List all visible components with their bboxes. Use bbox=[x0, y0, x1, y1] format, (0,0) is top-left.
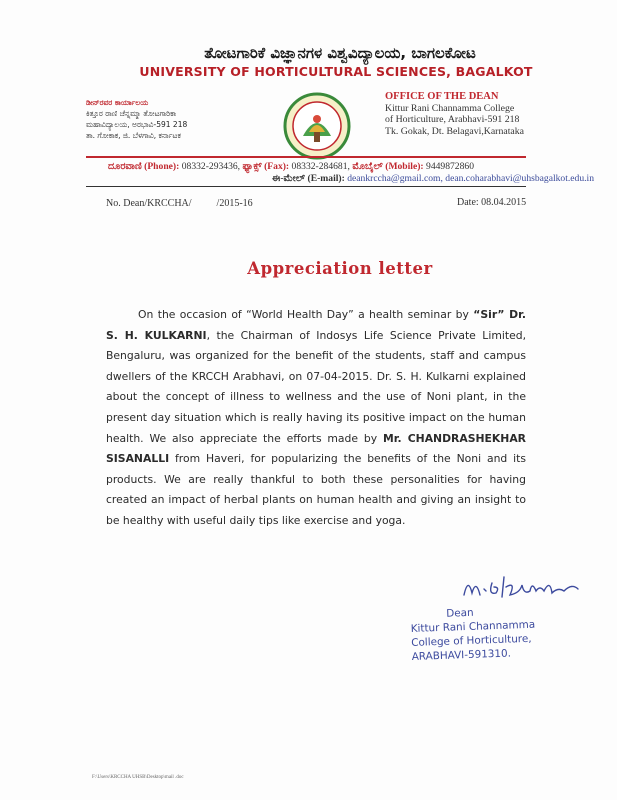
header-divider-black bbox=[86, 186, 526, 187]
reference-number: No. Dean/KRCCHA/ /2015-16 bbox=[106, 198, 253, 209]
university-name-english: UNIVERSITY OF HORTICULTURAL SCIENCES, BAGALKOT bbox=[139, 64, 533, 79]
stamp-college-line-2: College of Horticulture, bbox=[411, 632, 532, 649]
email-value: deankrccha@gmail.com, dean.coharabhavi@uhsbagalkot.edu.in bbox=[347, 173, 594, 184]
body-text-2: , the Chairman of Indosys Life Science Private Limited, Bengaluru, was organized for the benefit of the students, staff and campus dwellers of the KRCCH Arabhavi, on 07-04-2015. Dr. S. H. Kulkarni explained about the concept of illness to wellness and the use of Noni plant, in the present day situation which is really having its positive impact on the human health. We also appreciate the efforts made by bbox=[106, 328, 526, 445]
header-divider-red bbox=[86, 156, 526, 158]
office-address-kannada bbox=[86, 97, 187, 141]
college-english-line-3: Tk. Gokak, Dt. Belagavi,Karnataka bbox=[385, 125, 525, 137]
email-label: ಈ-ಮೇಲ್ (E-mail): bbox=[272, 173, 345, 184]
second-honoree-name: Mr. CHANDRASHEKHAR SISANALLI bbox=[106, 431, 526, 466]
phone-value: 08332-293436, bbox=[181, 161, 241, 172]
fax-value: 08332-284681, bbox=[291, 161, 350, 172]
fax-label: ಫ್ಯಾಕ್ಸ್ (Fax): bbox=[242, 161, 290, 172]
contact-email-line bbox=[272, 173, 594, 184]
dean-title: Dean bbox=[446, 606, 474, 620]
office-title-kannada: ಡೀನ್‌ರವರ ಕಾರ್ಯಾಲಯ bbox=[86, 98, 149, 107]
body-text-3: from Haveri, for popularizing the benefits of the Noni and its products. We are really thankful to both these personalities for having created an impact of herbal plants on human health and giving an insight to be healthy with useful daily tips like exercise and yoga. bbox=[106, 452, 526, 527]
college-english-line-2: of Horticulture, Arabhavi-591 218 bbox=[385, 114, 520, 125]
signature-icon bbox=[460, 567, 590, 607]
college-kannada-line-2: ಮಹಾವಿದ್ಯಾಲಯ, ಅರಭಾವಿ-591 218 bbox=[86, 120, 188, 129]
dean-stamp bbox=[410, 604, 536, 664]
university-emblem-icon bbox=[283, 92, 351, 160]
letter-title: Appreciation letter bbox=[247, 259, 433, 278]
office-title-english: OFFICE OF THE DEAN bbox=[385, 91, 499, 102]
letter-date: Date: 08.04.2015 bbox=[457, 197, 527, 208]
college-kannada-line-3: ತಾ. ಗೋಕಾಕ, ಜಿ. ಬೆಳಗಾವಿ, ಕರ್ನಾಟಕ bbox=[86, 131, 181, 140]
university-name-kannada: ತೋಟಗಾರಿಕೆ ವಿಜ್ಞಾನಗಳ ವಿಶ್ವವಿದ್ಯಾಲಯ, ಬಾಗಲಕೋಟ bbox=[204, 44, 476, 62]
body-text-1: On the occasion of “World Health Day” a health seminar by bbox=[138, 308, 474, 321]
mobile-label: ಮೊಬೈಲ್ (Mobile): bbox=[352, 161, 424, 172]
contact-phone-line bbox=[108, 161, 474, 172]
college-kannada-line-1: ಕಿತ್ತೂರ ರಾಣಿ ಚೆನ್ನಮ್ಮಾ ತೋಟಗಾರಿಕಾ bbox=[86, 109, 177, 118]
office-address-english bbox=[385, 91, 524, 137]
letter-body bbox=[106, 305, 526, 532]
stamp-college-line-3: ARABHAVI-591310. bbox=[411, 647, 512, 663]
phone-label: ದೂರವಾಣಿ (Phone): bbox=[108, 161, 180, 172]
stamp-college-line-1: Kittur Rani Channamma bbox=[410, 618, 536, 635]
mobile-value: 9449872860 bbox=[426, 161, 474, 172]
file-path-footer: F:\Users\KRCCHA UHSB\Desktop\mail .doc bbox=[92, 775, 184, 780]
letter-paragraph bbox=[106, 305, 526, 532]
honoree-name: “Sir” Dr. S. H. KULKARNI bbox=[106, 308, 526, 342]
college-english-line-1: Kittur Rani Channamma College bbox=[385, 102, 515, 114]
